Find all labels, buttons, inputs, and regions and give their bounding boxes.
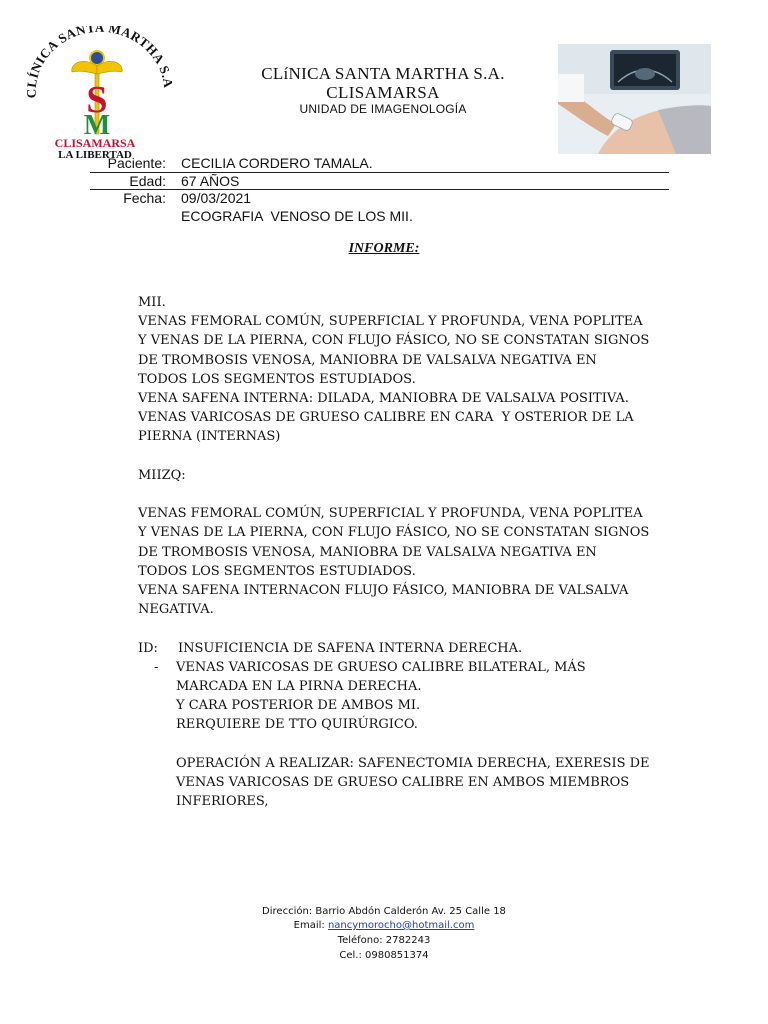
logo-brand-text: CLISAMARSA bbox=[54, 136, 136, 150]
patient-name-label: Paciente: bbox=[107, 155, 166, 171]
age-label: Edad: bbox=[129, 173, 166, 189]
ultrasound-photo bbox=[558, 44, 711, 154]
logo-emblem bbox=[22, 26, 172, 160]
exam-date: 09/03/2021 bbox=[181, 190, 252, 206]
logo-arc-text: CLÍNICA SANTA MARTHA S bbox=[23, 26, 172, 99]
report-line: Y VENAS DE LA PIERNA, CON FLUJO FÁSICO, NO SE CONSTATAN SIGNOS bbox=[138, 333, 650, 349]
footer-phone: Teléfono: 2782243 bbox=[337, 935, 431, 946]
divider-rule bbox=[90, 172, 669, 173]
footer-address: Dirección: Barrio Abdón Calderón Av. 25 Calle 18 bbox=[262, 906, 506, 917]
report-line: VENAS FEMORAL COMÚN, SUPERFICIAL Y PROFUNDA, VENA POPLITEA bbox=[138, 314, 643, 330]
logo-monogram: S bbox=[86, 79, 108, 121]
divider-rule bbox=[90, 189, 669, 190]
diagnosis-line: Y CARA POSTERIOR DE AMBOS MI. bbox=[176, 698, 421, 714]
study-name: ECOGRAFIA VENOSO DE LOS MII. bbox=[181, 208, 413, 224]
operation-line: VENAS VARICOSAS DE GRUESO CALIBRE EN AMBOS MIEMBROS bbox=[176, 775, 630, 791]
report-line: TODOS LOS SEGMENTOS ESTUDIADOS. bbox=[138, 371, 416, 387]
patient-name: CECILIA CORDERO TAMALA. bbox=[181, 155, 373, 171]
footer-email-link[interactable]: nancymorocho@hotmail.com bbox=[327, 920, 475, 931]
right-leg-heading: MII. bbox=[138, 295, 166, 310]
report-line: VENA SAFENA INTERNA: DILADA, MANIOBRA DE VALSALVA POSITIVA. bbox=[138, 391, 629, 407]
report-line: VENA SAFENA INTERNACON FLUJO FÁSICO, MANIOBRA DE VALSALVA bbox=[138, 583, 629, 599]
diagnosis-label: ID: bbox=[138, 640, 158, 656]
clinic-name: CLíNICA SANTA MARTHA S.A. bbox=[261, 64, 505, 83]
diagnosis-main: INSUFICIENCIA DE SAFENA INTERNA DERECHA. bbox=[177, 640, 523, 656]
footer-email-row bbox=[0, 920, 768, 931]
patient-age: 67 AÑOS bbox=[181, 173, 240, 189]
left-leg-heading: MIIZQ: bbox=[138, 467, 186, 483]
report-line: DE TROMBOSIS VENOSA, MANIOBRA DE VALSALVA NEGATIVA EN bbox=[138, 352, 597, 368]
diagnosis-line: MARCADA EN LA PIRNA DERECHA. bbox=[176, 679, 422, 695]
report-line: TODOS LOS SEGMENTOS ESTUDIADOS. bbox=[138, 563, 416, 579]
logo-tagline: LA LIBERTAD bbox=[58, 149, 132, 160]
footer-email-label: Email: bbox=[293, 920, 328, 931]
clinic-short-name: CLISAMARSA bbox=[326, 83, 440, 102]
diagnosis-main-row bbox=[138, 639, 678, 658]
svg-text:M: M bbox=[83, 110, 111, 141]
report-title: INFORME: bbox=[348, 241, 420, 256]
list-dash: - bbox=[154, 659, 159, 675]
report-line: PIERNA (INTERNAS) bbox=[138, 429, 281, 445]
operation-line: OPERACIÓN A REALIZAR: SAFENECTOMIA DERECHA, EXERESIS DE bbox=[176, 755, 650, 771]
report-line: NEGATIVA. bbox=[138, 602, 214, 618]
clinic-logo bbox=[22, 26, 172, 160]
report-line: Y VENAS DE LA PIERNA, CON FLUJO FÁSICO, NO SE CONSTATAN SIGNOS bbox=[138, 525, 650, 541]
report-line: VENAS VARICOSAS DE GRUESO CALIBRE EN CARA Y OSTERIOR DE LA bbox=[138, 410, 634, 426]
unit-name: UNIDAD DE IMAGENOLOGÍA bbox=[299, 102, 467, 116]
date-label: Fecha: bbox=[123, 190, 166, 206]
report-line: VENAS FEMORAL COMÚN, SUPERFICIAL Y PROFUNDA, VENA POPLITEA bbox=[138, 506, 643, 522]
report-line: DE TROMBOSIS VENOSA, MANIOBRA DE VALSALVA NEGATIVA EN bbox=[138, 544, 597, 560]
diagnosis-item: - VENAS VARICOSAS DE GRUESO CALIBRE BILATERAL, MÁS bbox=[138, 658, 678, 677]
report-body bbox=[138, 293, 678, 811]
footer-cell: Cel.: 0980851374 bbox=[339, 950, 429, 961]
diagnosis-line: RERQUIERE DE TTO QUIRÚRGICO. bbox=[176, 717, 418, 733]
operation-line: INFERIORES, bbox=[176, 794, 269, 810]
